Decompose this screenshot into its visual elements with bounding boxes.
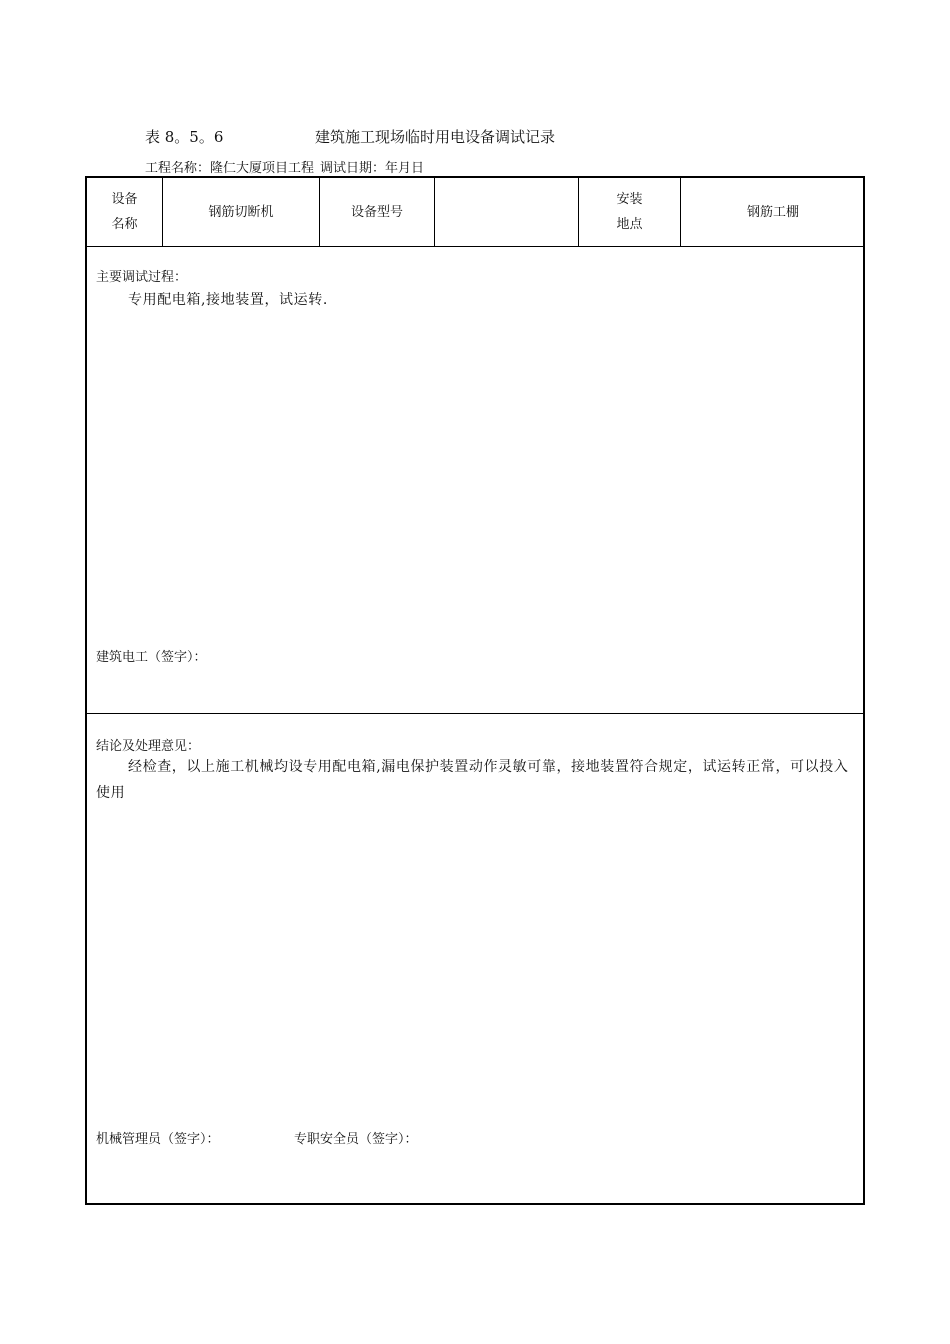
project-info-line <box>145 157 430 176</box>
equipment-model-label: 设备型号 <box>320 178 435 246</box>
debug-record-table <box>85 176 865 1205</box>
conclusion-text: 经检查，以上施工机械均设专用配电箱,漏电保护装置动作灵敏可靠，接地装置符合规定，试运转正常，可以投入使用 <box>96 759 849 801</box>
equipment-info-row <box>87 178 863 247</box>
process-label: 主要调试过程： <box>96 270 188 285</box>
debug-process-section <box>87 246 863 714</box>
equipment-name-label: 设备 名称 <box>87 178 163 246</box>
project-name: 工程名称：隆仁大厦项目工程 <box>145 161 315 176</box>
table-number: 表 8。5。6 <box>145 128 224 146</box>
install-location-label: 安装 地点 <box>579 178 681 246</box>
install-location-value: 钢筋工棚 <box>746 204 799 220</box>
process-text: 专用配电箱,接地装置，试运转. <box>128 292 328 308</box>
equipment-model-value <box>435 178 579 246</box>
document-heading <box>145 126 845 148</box>
electrician-signature: 建筑电工（签字）： <box>96 650 207 665</box>
document-title: 建筑施工现场临时用电设备调试记录 <box>315 128 556 146</box>
safety-officer-signature: 专职安全员（签字）： <box>294 1132 418 1147</box>
conclusion-label: 结论及处理意见： <box>96 739 201 754</box>
conclusion-section <box>87 714 863 1203</box>
machinery-manager-signature: 机械管理员（签字）： <box>96 1132 220 1147</box>
debug-date: 调试日期：年月日 <box>320 161 425 176</box>
equipment-name-value: 钢筋切断机 <box>163 178 320 246</box>
